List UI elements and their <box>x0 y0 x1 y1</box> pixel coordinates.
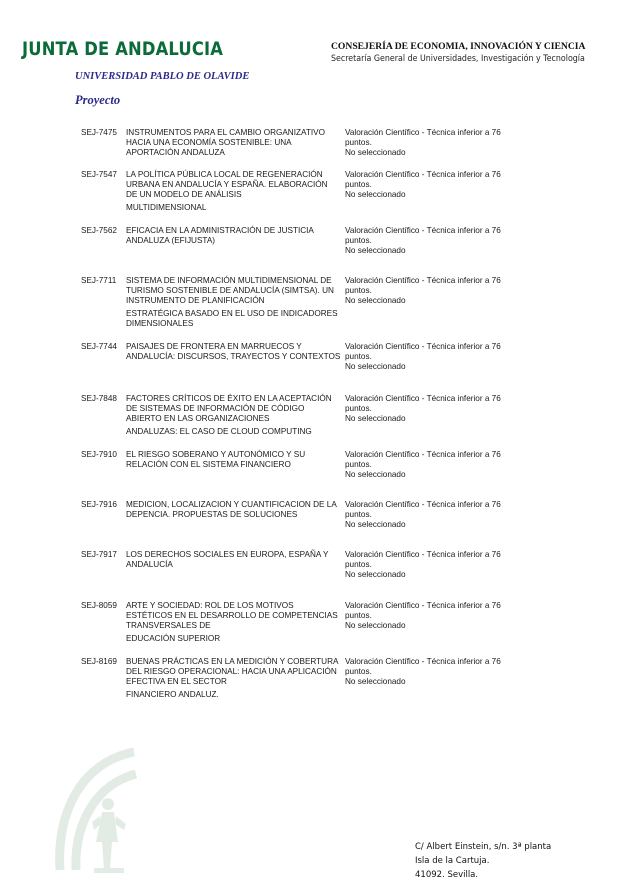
project-code: SEJ-7917 <box>81 550 117 559</box>
project-title: ARTE Y SOCIEDAD: ROL DE LOS MOTIVOS ESTÉTICOS EN EL DESARROLLO DE COMPETENCIAS TRANSVERSALES DE EDUCACIÓN SUPERIOR <box>126 601 338 643</box>
project-title: BUENAS PRÁCTICAS EN LA MEDICIÓN Y COBERTURA DEL RIESGO OPERACIONAL: HACIA UNA APLICACIÓN EFECTIVA EN EL SECTOR FINANCIERO ANDALUZ. <box>126 657 339 699</box>
project-title: PAISAJES DE FRONTERA EN MARRUECOS Y ANDALUCÍA: DISCURSOS, TRAYECTOS Y CONTEXTOS <box>126 342 341 361</box>
project-code: SEJ-7910 <box>81 450 117 459</box>
project-status: Valoración Científico - Técnica inferior a 76 puntos. No seleccionado <box>345 601 501 630</box>
secretaria-name: Secretaría General de Universidades, Investigación y Tecnología <box>331 54 585 64</box>
project-title: EL RIESGO SOBERANO Y AUTONÓMICO Y SU RELACIÓN CON EL SISTEMA FINANCIERO <box>126 450 306 469</box>
project-status: Valoración Científico - Técnica inferior a 76 puntos. No seleccionado <box>345 226 501 255</box>
project-code: SEJ-7744 <box>81 342 117 351</box>
project-code: SEJ-8059 <box>81 601 117 610</box>
address-line: C/ Albert Einstein, s/n. 3ª planta <box>415 842 552 852</box>
section-title: Proyecto <box>75 93 121 107</box>
project-status: Valoración Científico - Técnica inferior a 76 puntos. No seleccionado <box>345 500 501 529</box>
project-code: SEJ-7562 <box>81 226 117 235</box>
department-name: CONSEJERÍA DE ECONOMIA, INNOVACIÓN Y CIENCIA <box>331 41 586 52</box>
address-line: 41092. Sevilla. <box>415 870 479 880</box>
university-name: UNIVERSIDAD PABLO DE OLAVIDE <box>75 71 250 82</box>
project-title: LOS DERECHOS SOCIALES EN EUROPA, ESPAÑA Y ANDALUCÍA <box>126 550 329 569</box>
project-code: SEJ-7711 <box>81 276 117 285</box>
project-title: INSTRUMENTOS PARA EL CAMBIO ORGANIZATIVO HACIA UNA ECONOMÍA SOSTENIBLE: UNA APORTACIÓN ANDALUZA <box>126 128 325 157</box>
project-code: SEJ-7848 <box>81 394 117 403</box>
project-title: LA POLÍTICA PÚBLICA LOCAL DE REGENERACIÓN URBANA EN ANDALUCÍA Y ESPAÑA. ELABORACIÓN DE UN MODELO DE ANÁLISIS MULTIDIMENSIONAL <box>126 170 328 212</box>
junta-logo: JUNTA DE ANDALUCIA <box>22 38 224 60</box>
project-status: Valoración Científico - Técnica inferior a 76 puntos. No seleccionado <box>345 128 501 157</box>
project-code: SEJ-7475 <box>81 128 117 137</box>
project-status: Valoración Científico - Técnica inferior a 76 puntos. No seleccionado <box>345 657 501 686</box>
project-title: MEDICION, LOCALIZACION Y CUANTIFICACION DE LA DEPENCIA. PROPUESTAS DE SOLUCIONES <box>126 500 337 519</box>
project-code: SEJ-7547 <box>81 170 117 179</box>
project-title: SISTEMA DE INFORMACIÓN MULTIDIMENSIONAL DE TURISMO SOSTENIBLE DE ANDALUCÍA (SIMTSA). UN INSTRUMENTO DE PLANIFICACIÓN ESTRATÉGICA BASADO EN EL USO DE INDICADORES DIMENSIONALES <box>126 276 338 328</box>
project-status: Valoración Científico - Técnica inferior a 76 puntos. No seleccionado <box>345 276 501 305</box>
project-code: SEJ-8169 <box>81 657 117 666</box>
address-block <box>415 840 551 882</box>
andalucia-emblem-watermark-icon <box>52 742 142 877</box>
project-status: Valoración Científico - Técnica inferior a 76 puntos. No seleccionado <box>345 450 501 479</box>
project-status: Valoración Científico - Técnica inferior a 76 puntos. No seleccionado <box>345 342 501 371</box>
project-status: Valoración Científico - Técnica inferior a 76 puntos. No seleccionado <box>345 394 501 423</box>
project-title: EFICACIA EN LA ADMINISTRACIÓN DE JUSTICIA ANDALUZA (EFIJUSTA) <box>126 226 314 245</box>
project-status: Valoración Científico - Técnica inferior a 76 puntos. No seleccionado <box>345 550 501 579</box>
address-line: Isla de la Cartuja. <box>415 856 490 866</box>
project-code: SEJ-7916 <box>81 500 117 509</box>
project-status: Valoración Científico - Técnica inferior a 76 puntos. No seleccionado <box>345 170 501 199</box>
project-title: FACTORES CRÍTICOS DE ÉXITO EN LA ACEPTACIÓN DE SISTEMAS DE INFORMACIÓN DE CÓDIGO ABIERTO EN LAS ORGANIZACIONES ANDALUZAS: EL CASO DE CLOUD COMPUTING <box>126 394 332 436</box>
